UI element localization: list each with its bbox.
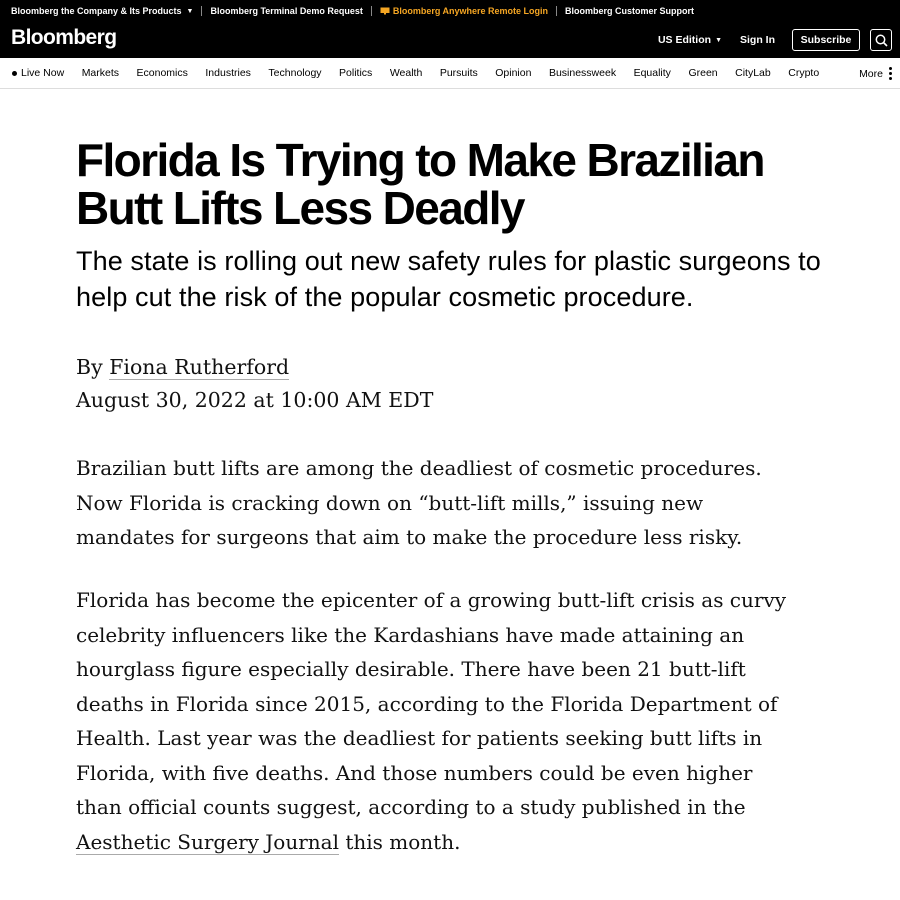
divider [201,6,202,16]
search-icon [875,34,888,47]
journal-link[interactable]: Aesthetic Surgery Journal [76,829,339,854]
paragraph-text-end: this month. [345,829,461,854]
nav-item-green[interactable]: Green [688,67,718,79]
nav-item-wealth[interactable]: Wealth [389,67,423,79]
divider [556,6,557,16]
nav-item-live-now[interactable] [12,67,64,79]
nav-more-label: More [859,67,883,80]
customer-support-link[interactable]: Bloomberg Customer Support [565,6,695,16]
bloomberg-logo[interactable]: Bloomberg [11,26,117,49]
anywhere-login-label: Bloomberg Anywhere Remote Login [392,6,549,16]
nav-item-economics[interactable]: Economics [136,67,188,79]
search-button[interactable] [870,29,892,51]
nav-item-crypto[interactable]: Crypto [788,67,820,79]
nav-more-menu[interactable] [859,67,892,80]
publish-date: August 30, 2022 at 10:00 AM EDT [76,388,434,412]
nav-item-opinion[interactable]: Opinion [495,67,532,79]
article-paragraph-2 [76,583,796,859]
author-link[interactable]: Fiona Rutherford [109,355,290,379]
subscribe-button[interactable]: Subscribe [792,29,860,51]
masthead-actions [658,29,892,51]
edition-selector[interactable] [658,34,722,46]
company-products-link[interactable] [11,6,193,16]
article-headline: Florida Is Trying to Make Brazilian Butt Lifts Less Deadly [76,134,764,234]
utility-bar [0,0,900,22]
more-vertical-icon [889,67,892,80]
byline [76,350,289,384]
edition-label: US Edition [657,34,712,46]
company-products-label: Bloomberg the Company & Its Products [11,6,182,16]
nav-item-citylab[interactable]: CityLab [735,67,771,79]
masthead [0,22,900,58]
live-dot-icon [12,71,17,76]
nav-item-industries[interactable]: Industries [205,67,251,79]
chevron-down-icon: ▼ [186,7,194,15]
nav-item-pursuits[interactable]: Pursuits [439,67,478,79]
anywhere-login-link[interactable] [380,6,548,16]
paragraph-text: Florida has become the epicenter of a growing butt-lift crisis as curvy celebrity influencers like the Kardashians have made attaining an hourglass figure especially desirable. There have been 21 butt-lift deaths in Florida since 2015, according to the Florida Department of Health. Last year was the deadliest for patients seeking butt lifts in Florida, with five deaths. And those numbers could be even higher than official counts suggest, according to a study published in the [76,588,787,819]
nav-item-politics[interactable]: Politics [339,67,373,79]
nav-item-technology[interactable]: Technology [268,67,322,79]
section-nav [0,58,900,89]
chevron-down-icon: ▼ [715,36,722,44]
nav-item-label: Live Now [21,67,65,79]
article-dek: The state is rolling out new safety rules for plastic surgeons to help cut the risk of the popular cosmetic procedure. [76,246,821,312]
nav-item-markets[interactable]: Markets [81,67,120,79]
monitor-icon [380,7,390,15]
article-paragraph-1: Brazilian butt lifts are among the deadliest of cosmetic procedures. Now Florida is cracking down on “butt-lift mills,” issuing new mandates for surgeons that aim to make the procedure less risky. [76,456,762,549]
terminal-demo-link[interactable]: Bloomberg Terminal Demo Request [210,6,363,16]
divider [371,6,372,16]
nav-item-businessweek[interactable]: Businessweek [548,67,617,79]
byline-prefix: By [76,355,103,379]
sign-in-link[interactable]: Sign In [740,34,775,46]
nav-item-equality[interactable]: Equality [633,67,671,79]
